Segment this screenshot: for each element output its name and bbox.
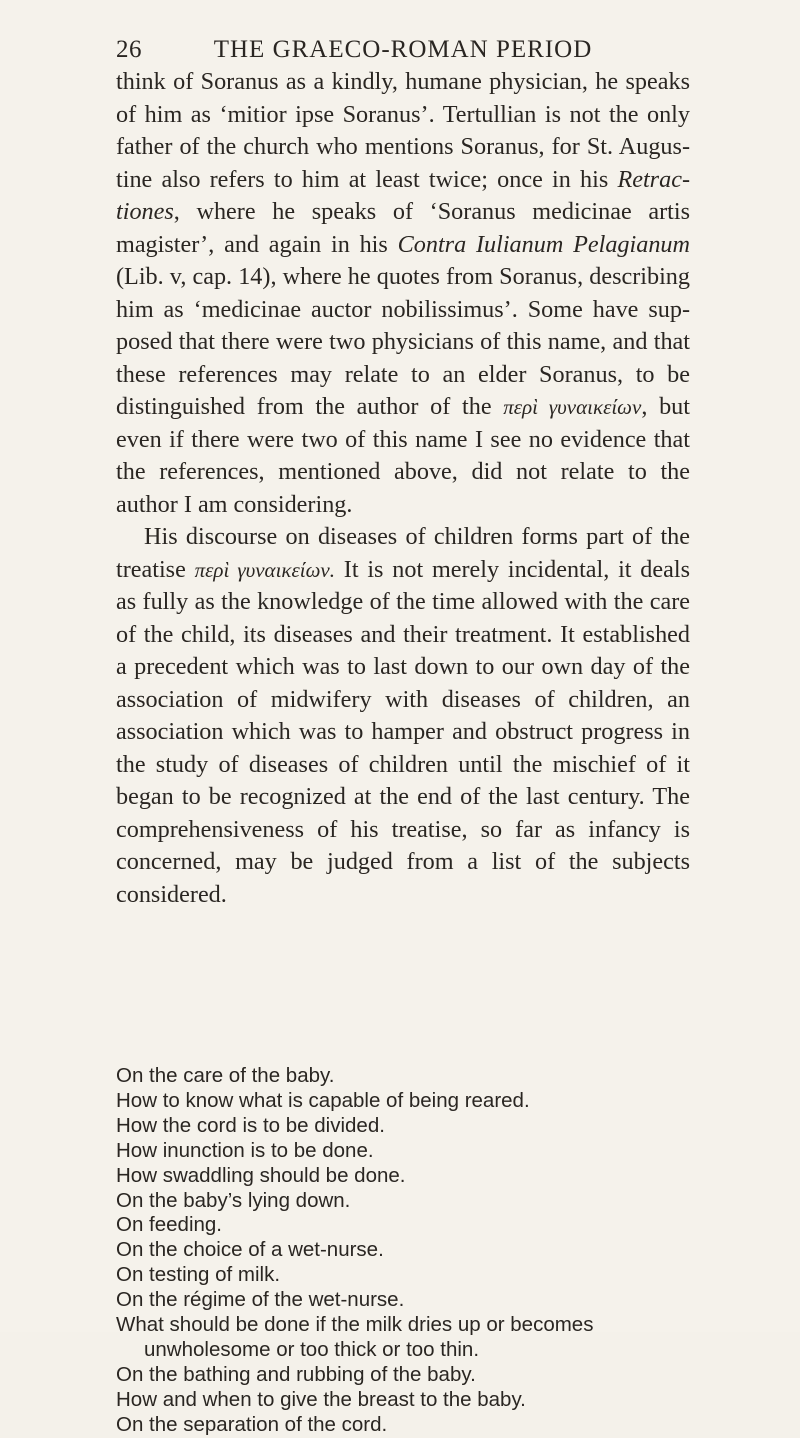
subject-list-item: On the care of the baby. [116,1064,335,1087]
subject-list-item: How inunction is to be done. [116,1138,374,1162]
subject-list-item: How and when to give the breast to the baby. [116,1387,526,1411]
subject-list-item: How the cord is to be divided. [116,1113,385,1137]
paragraph-soranus-references [116,66,690,521]
paragraph-text: , but even if there were two of this name I see no evidence that the references, mentioned above, did not relate to the author I am considering. [116,393,690,518]
subject-list-item: On the régime of the wet-nurse. [116,1288,405,1312]
paragraph-text: think of Soranus as a kindly, humane physician, he speaks of him as ‘mitior ipse Soranus’. Tertullian is not the only father of the church who mentions Soranus, for St. Augustine also refers to him at least twice; once in his [116,68,690,193]
subject-list-item: What should be done if the milk dries up or becomes unwholesome or too thick or too thin. [116,1313,594,1361]
paragraph-text: It is not merely incidental, it deals as fully as the knowledge of the time allowed with the care of the child, its diseases and their treatment. It established a precedent which was to last down to our own day of the association of midwifery with diseases of children, an association which was to hamper and obstruct progress in the study of diseases of children until the mischief of it began to be recognized at the end of the last century. The comprehensiveness of his treatise, so far as infancy is concerned, may be judged from a list of the subjects considered. [116,555,690,908]
work-title-contra-iulianum: Contra Iulianum Pelagianum [397,230,690,258]
subject-list-item: On feeding. [116,1213,222,1237]
paragraph-discourse-children [116,521,690,911]
subject-list-item: On the choice of a wet-nurse. [116,1238,384,1262]
running-title: THE GRAECO-ROMAN PERIOD [213,36,593,63]
work-title-retractiones: Retractiones [116,165,690,225]
paragraph-text: , where he speaks of ‘Soranus medicinae artis magister’, and again in his [116,198,690,258]
page-number: 26 [116,36,142,63]
subject-list-item: On the separation of the cord. [116,1412,388,1436]
subject-list-item: On the bathing and rubbing of the baby. [116,1362,476,1386]
greek-title: περὶ γυναικείων. [194,557,335,582]
paragraph-text: (Lib. v, cap. 14), where he quotes from Soranus, describing him as ‘medicinae auctor nobilissimus’. Some have supposed that there were two physicians of this name, and that these references may relate to an elder Soranus, to be distinguished from the author of the [116,263,690,420]
subject-list-item: How to know what is capable of being reared. [116,1088,530,1112]
subject-list-item: On testing of milk. [116,1263,281,1287]
subject-list [116,1064,706,1438]
paragraph-text: His discourse on diseases of children forms part of the treatise [116,523,690,583]
body-text [116,66,690,911]
running-head [116,36,690,70]
subject-list-item: On the baby’s lying down. [116,1188,351,1212]
subject-list-item: How swaddling should be done. [116,1163,406,1187]
greek-title: περὶ γυναικείων [503,395,642,419]
